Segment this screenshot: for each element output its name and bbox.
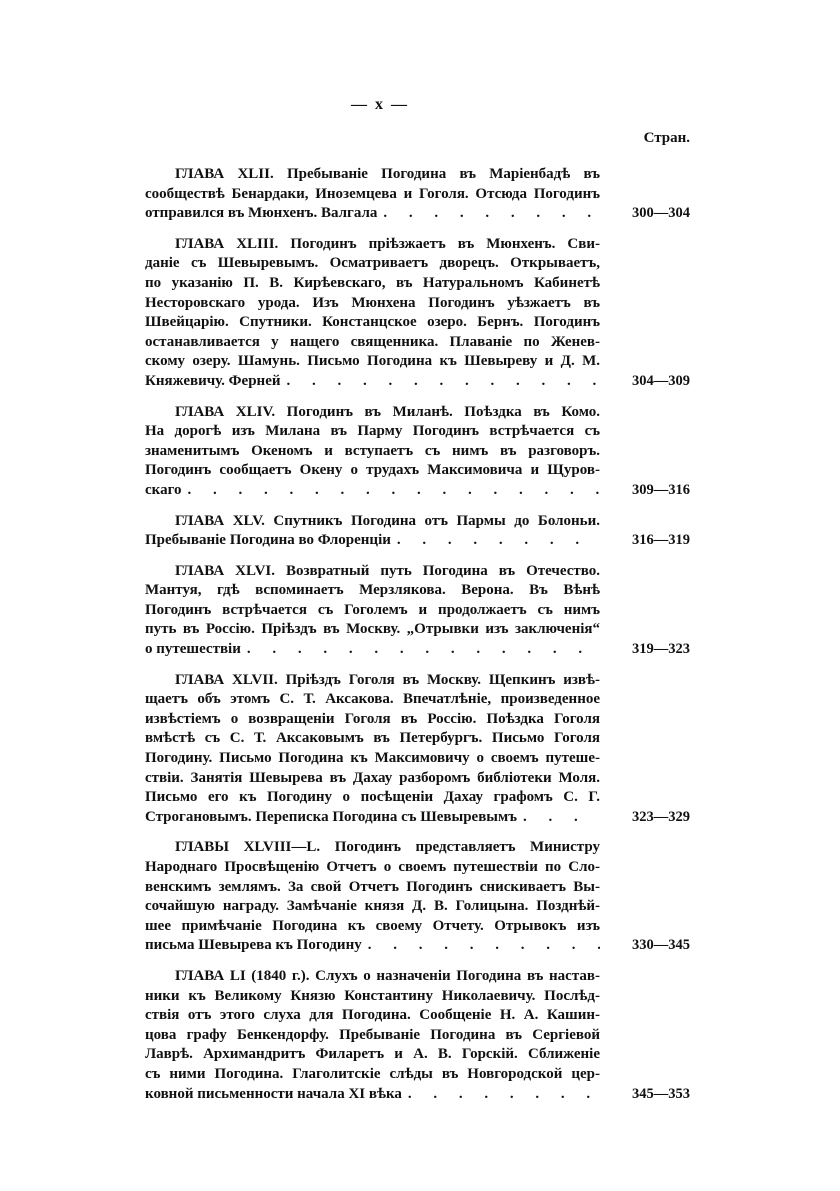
toc-line-text: ГЛАВА XLIII. Погодинъ пріѣзжаетъ въ Мюнхенъ. Сви-: [175, 235, 600, 252]
toc-entry: [145, 235, 690, 392]
toc-line-text: Народнаго Просвѣщенію Отчетъ о своемъ путешествіи по Сло-: [145, 859, 600, 875]
toc-line: [145, 640, 690, 660]
toc-line-text: Мантуя, гдѣ вспоминаетъ Мерзлякова. Верона. Въ Вѣнѣ: [145, 582, 600, 599]
toc-line-text: Погодинъ встрѣчается съ Гоголемъ и продолжаетъ съ нимъ: [145, 601, 600, 618]
toc-line: [145, 769, 690, 789]
page-range: 330—345: [632, 937, 690, 954]
page-range: 309—316: [632, 481, 690, 498]
toc-line: [145, 917, 690, 937]
toc-line-text: сообществѣ Бенардаки, Иноземцева и Гоголя. Отсюда Погодинъ: [145, 185, 600, 202]
toc-line-text: ГЛАВА XLV. Спутникъ Погодина отъ Пармы до Болоньи.: [175, 512, 600, 529]
toc-line: [145, 581, 690, 601]
leader-dots: [182, 481, 600, 501]
toc-line: [145, 1045, 690, 1065]
toc-line-text: о путешествіи: [145, 641, 241, 658]
toc-line-text-wrap: [145, 372, 600, 392]
toc-line: [145, 987, 690, 1007]
toc-line: [145, 185, 690, 205]
toc-line: [145, 620, 690, 640]
leader-dots: [377, 204, 600, 224]
toc-line-text: письма Шевырева къ Погодину: [145, 937, 362, 954]
toc-line-text-wrap: [145, 808, 600, 828]
toc-line-text: ГЛАВА XLVI. Возвратный путь Погодина въ Отечество.: [175, 562, 600, 579]
toc-line-text: Пребываніе Погодина во Флоренціи: [145, 532, 391, 549]
page-range: 345—353: [632, 1085, 690, 1102]
toc-line: [145, 967, 690, 987]
toc-line: [145, 442, 690, 462]
toc-line-text: ГЛАВЫ XLVIII—L. Погодинъ представляетъ Министру: [175, 839, 600, 856]
toc-line: [145, 481, 690, 501]
toc-line: [145, 601, 690, 621]
toc-line: [145, 749, 690, 769]
page-range: 304—309: [632, 372, 690, 389]
leader-dots: [517, 808, 600, 828]
page-range: 323—329: [632, 808, 690, 825]
toc-line-text: Княжевичу. Ферней: [145, 372, 281, 389]
toc-line: [145, 788, 690, 808]
toc-line: [145, 461, 690, 481]
toc-line-text: Строгановымъ. Переписка Погодина съ Шевыревымъ: [145, 808, 517, 825]
toc-line-text: Погодину. Письмо Погодина къ Максимовичу о своемъ путеше-: [145, 750, 600, 767]
toc-line-text: Погодинъ сообщаетъ Окену о трудахъ Максимовича и Щуров-: [145, 462, 600, 479]
toc-line: [145, 333, 690, 353]
toc-line: [145, 562, 690, 582]
toc-line-text: сочайшую награду. Замѣчаніе князя Д. В. Голицына. Позднѣй-: [145, 898, 600, 915]
toc-line: [145, 1085, 690, 1105]
toc-line-text: Швейцарію. Спутники. Констанцское озеро. Бернъ. Погодинъ: [145, 314, 600, 331]
toc-line-text: скаго: [145, 481, 182, 498]
toc-line-text: ГЛАВА XLII. Пребываніе Погодина въ Маріенбадѣ въ: [175, 166, 600, 182]
toc-line: [145, 838, 690, 858]
toc-line-text: Лаврѣ. Архимандритъ Филаретъ и А. В. Горскій. Сближеніе: [145, 1046, 600, 1063]
toc-line: [145, 422, 690, 442]
toc-line-text: На дорогѣ изъ Милана въ Парму Погодинъ встрѣчается съ: [145, 423, 600, 440]
toc-line: [145, 1006, 690, 1026]
toc-line-text: венскимъ землямъ. За свой Отчетъ Погодинъ снискиваетъ Вы-: [145, 878, 600, 895]
toc-line: [145, 531, 690, 551]
toc-line-text: даніе съ Шевыревымъ. Осматриваетъ дворецъ. Открываетъ,: [145, 255, 600, 272]
toc-line: [145, 313, 690, 333]
table-of-contents: [145, 165, 690, 1115]
toc-line-text: извѣстіемъ о возвращеніи Гоголя въ Россію. Поѣздка Гоголя: [145, 710, 600, 727]
toc-line: [145, 1065, 690, 1085]
toc-line: [145, 808, 690, 828]
leader-dots: [241, 640, 600, 660]
toc-line-text: ГЛАВА LI (1840 г.). Слухъ о назначеніи Погодина въ настав-: [175, 967, 600, 984]
toc-line: [145, 729, 690, 749]
toc-line-text-wrap: [145, 640, 600, 660]
page-range: 300—304: [632, 205, 690, 222]
toc-line-text: вмѣстѣ съ С. Т. Аксаковымъ въ Петербургъ. Письмо Гоголя: [145, 730, 600, 747]
toc-line: [145, 352, 690, 372]
toc-line: [145, 274, 690, 294]
toc-line-text-wrap: [145, 1085, 600, 1105]
toc-line-text-wrap: [145, 531, 600, 551]
toc-line-text: знаменитымъ Океномъ и вступаетъ съ нимъ въ разговоръ.: [145, 442, 600, 459]
page-range: 319—323: [632, 641, 690, 658]
toc-line: [145, 294, 690, 314]
page-range: 316—319: [632, 532, 690, 549]
leader-dots: [391, 531, 600, 551]
toc-line: [145, 204, 690, 224]
toc-line: [145, 254, 690, 274]
toc-line-text: Несторовскаго урода. Изъ Мюнхена Погодинъ уѣзжаетъ въ: [145, 294, 600, 311]
toc-line: [145, 165, 690, 185]
toc-line-text: ствіи. Занятія Шевырева въ Дахау разборомъ библіотеки Моля.: [145, 769, 600, 786]
toc-line: [145, 403, 690, 423]
toc-line-text: скому озеру. Шамунь. Письмо Погодина къ Шевыреву и Д. М.: [145, 353, 600, 370]
toc-line: [145, 858, 690, 878]
leader-dots: [402, 1085, 600, 1105]
toc-line-text: Письмо его къ Погодину о посѣщеніи Дахау графомъ С. Г.: [145, 789, 600, 806]
toc-line: [145, 1026, 690, 1046]
toc-line: [145, 671, 690, 691]
toc-line: [145, 710, 690, 730]
toc-line: [145, 690, 690, 710]
toc-entry: [145, 403, 690, 501]
toc-entry: [145, 165, 690, 224]
toc-line-text: ГЛАВА XLVII. Пріѣздъ Гоголя въ Москву. Щепкинъ извѣ-: [175, 671, 600, 688]
toc-entry: [145, 838, 690, 956]
leader-dots: [362, 936, 600, 956]
toc-line: [145, 897, 690, 917]
toc-line-text: ствія отъ этого слуха для Погодина. Сообщеніе Н. А. Кашин-: [145, 1007, 600, 1024]
toc-line-text: отправился въ Мюнхенъ. Валгала: [145, 205, 378, 222]
toc-entry: [145, 967, 690, 1104]
toc-line: [145, 372, 690, 392]
toc-line-text-wrap: [145, 204, 600, 224]
toc-line-text: съ ними Погодина. Глаголитскіе слѣды въ Новгородской цер-: [145, 1065, 600, 1082]
toc-entry: [145, 562, 690, 660]
toc-line-text: шее примѣчаніе Погодина къ своему Отчету. Отрывокъ изъ: [145, 917, 600, 934]
toc-line-text: щаетъ объ этомъ С. Т. Аксакова. Впечатлѣніе, произведенное: [145, 691, 600, 708]
pages-column-header: Стран.: [643, 130, 690, 146]
toc-line-text-wrap: [145, 481, 600, 501]
toc-line-text: путь въ Россію. Пріѣздъ въ Москву. „Отрывки изъ заключенія“: [145, 621, 600, 638]
toc-line-text: по указанію П. В. Кирѣевскаго, въ Натуральномъ Кабинетѣ: [145, 274, 600, 291]
toc-line-text: ковной письменности начала XI вѣка: [145, 1085, 402, 1102]
toc-line-text: ГЛАВА XLIV. Погодинъ въ Миланѣ. Поѣздка въ Комо.: [175, 403, 600, 420]
toc-line: [145, 878, 690, 898]
toc-line: [145, 235, 690, 255]
toc-line: [145, 512, 690, 532]
toc-line-text-wrap: [145, 936, 600, 956]
toc-line-text: останавливается у нащего священника. Плаваніе по Женев-: [145, 333, 600, 350]
toc-entry: [145, 512, 690, 551]
toc-line-text: цова графу Бенкендорфу. Пребываніе Погодина въ Сергіевой: [145, 1026, 600, 1043]
leader-dots: [281, 372, 601, 392]
page-folio: — x —: [351, 96, 409, 113]
toc-line: [145, 936, 690, 956]
toc-line-text: ники къ Великому Князю Константину Николаевичу. Послѣд-: [145, 987, 600, 1004]
toc-entry: [145, 671, 690, 828]
